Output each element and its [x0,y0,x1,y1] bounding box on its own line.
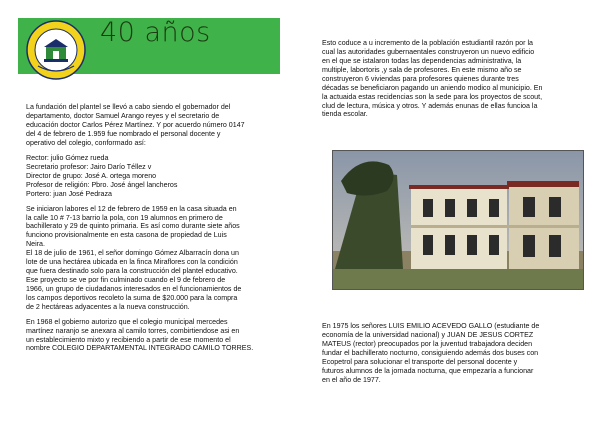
text-line: Se iniciaron labores el 12 de febrero de 1959 en la casa situada en [26,204,237,213]
text-line: Esto coduce a u incremento de la población estudiantil razón por la [322,39,533,48]
text-line: MATEUS (rector) preocupados por la juventud trabajadora deciden [322,340,533,348]
text-line: Neira. [26,240,45,249]
text-line: multiple, labortoris ,y sala de profesores. En este mismo año se [322,65,522,74]
text-line: los campos deportivos recoleto la suma de $20.000 para la compra [26,293,238,302]
left-column [26,97,304,360]
text-line: Ecopetrol para solucionar el transporte del personal docente y [322,357,518,366]
school-seal-logo [26,20,86,80]
right-column-top [322,33,584,126]
text-line: Ese proyecto se ve por fin culminado cuando el 9 de febrero de [26,275,226,284]
text-line: un establecimiento mixto y recibiendo a partir de ese momento el [26,335,231,344]
page-title: 40 años [100,17,211,48]
text-line: En 1975 los señores LUIS EMILIO ACEVEDO GALLO (estudiante de [322,322,540,331]
text-line: del 4 de febrero de 1.959 fue nombrado el personal docente y [26,129,221,138]
staff-item: Director de grupo: José A. ortega moreno [26,171,157,180]
text-line: en el que se istalaron todas las dependencias administrativa, la [322,57,522,65]
text-line: tienda escolar. [322,110,368,119]
text-line: futuros alumnos de la jornada nocturna, que empezaría a funcionar [322,366,534,375]
right-column-bottom [322,316,584,391]
text-line: martínez naranjo se anexara al camilo torres, combirtiendose asi en [26,326,240,335]
text-line: la actuaida estas recidencias son la sede para los proyectos de scout, [322,92,543,101]
text-line: fundar el bachillerato nocturno, consiguiendo además dos buses con [322,348,539,357]
text-line: nombre COLEGIO DEPARTAMENTAL INTEGRADO CAMILO TORRES. [26,344,254,353]
text-line: El 18 de julio de 1961, el señor domingo Gómez Albarracín dona un [26,249,239,258]
text-line: clud de lectura, música y otros. Y además enunas de ellas funcioa la [322,101,538,110]
text-line: funciono provisionalmente en esta casona de propiedad de Luis [26,231,227,240]
text-line: educación doctor Carlos Pérez Martínez. Y por acuerdo número 0147 [26,121,245,129]
school-building-photo [332,150,584,290]
text-line: departamento, doctor Samuel Arango reyes y el secretario de [26,112,220,121]
text-line: En 1968 el gobierno autorizo que el colegio municipal mercedes [26,317,228,326]
staff-item: Profesor de religión: Pbro. José ángel lancheros [26,180,178,189]
staff-item: Secretario profesor: Jairo Darío Téllez v [26,162,152,171]
text-line: lote de una hectárea ubicada en la finca Miraflores con la condición [26,258,238,267]
staff-item: Rector: julio Gómez rueda [26,153,109,162]
text-line: que fuera destinado solo para la construcción del plantel educativo. [26,266,238,275]
text-line: La fundación del plantel se llevó a cabo siendo el gobernador del [26,103,231,112]
text-line: 1966, un grupo de ciudadanos interesados en el funcionamientos de [26,284,242,293]
text-line: la calle 10 # 7-13 barrio la pola, con 19 alumnos en primero de [26,213,223,222]
staff-item: Portero: juan José Pedraza [26,189,112,198]
text-line: economía de la universidad nacional) y JUAN DE JESUS CORTEZ [322,331,534,340]
text-line: cual las autoridades gubernaentales construyeron un nuevo edificio [322,48,535,57]
text-line: bachillerato y 29 de quinto primaria. Es así como durante siete años [26,222,240,231]
text-line: de 2 hectáreas adyacentes a la nueva construcción. [26,302,190,311]
text-line: construyeron 6 viviendas para profesores quienes durante tres [322,74,519,83]
text-line: décadas se beneficiaron pagando un aniendo modico al municipio. En [322,83,543,92]
text-line: operativo del colegio, conformado así: [26,138,146,147]
text-line: en el año de 1977. [322,375,381,384]
